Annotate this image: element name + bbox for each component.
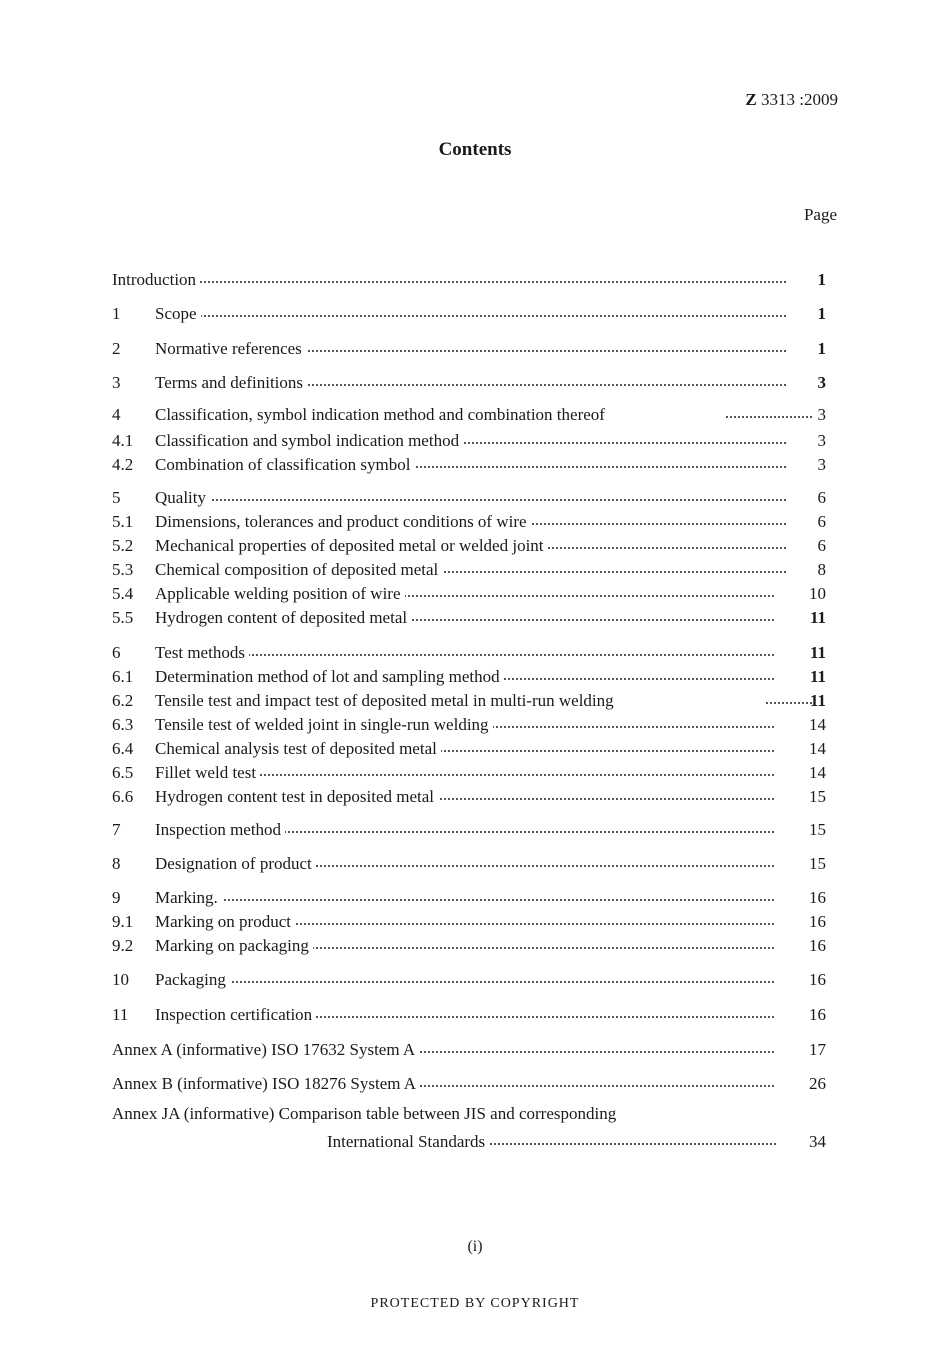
toc-entry[interactable] [112, 642, 826, 664]
toc-section-number: 10 [112, 970, 129, 989]
toc-section-title: Classification, symbol indication method and combination thereof [155, 405, 605, 424]
toc-page-number: 26 [809, 1074, 826, 1093]
toc-section-number: 5.4 [112, 584, 134, 603]
toc-page-number: 15 [809, 787, 826, 806]
toc-page-number: 14 [809, 763, 826, 782]
toc-section-number: 5.3 [112, 560, 134, 579]
toc-entry[interactable] [112, 303, 826, 325]
toc-entry[interactable] [112, 535, 826, 557]
toc-page-number: 34 [809, 1132, 826, 1151]
toc-entry[interactable] [112, 338, 826, 360]
toc-section-title: Fillet weld test [155, 762, 260, 784]
toc-entry[interactable] [112, 269, 826, 291]
toc-section-number: 7 [112, 820, 121, 839]
toc-page-number: 15 [809, 820, 826, 839]
toc-page-number: 10 [809, 584, 826, 603]
toc-section-title: Applicable welding position of wire [155, 583, 405, 605]
toc-entry-annex-ja[interactable] [112, 1131, 826, 1153]
toc-section-number: 5 [112, 488, 121, 507]
toc-entry[interactable] [112, 511, 826, 533]
toc-section-title: Terms and definitions [155, 372, 307, 394]
toc-page-number: 16 [809, 1005, 826, 1024]
dot-leader [155, 981, 774, 983]
toc-entry[interactable] [112, 1073, 826, 1095]
page-number: (i) [467, 1238, 483, 1255]
toc-section-number: 5.1 [112, 512, 134, 531]
toc-section-title: Test methods [155, 642, 249, 664]
toc-section-title: Scope [155, 303, 201, 325]
toc-page-number: 3 [817, 405, 826, 424]
standard-number [745, 90, 838, 110]
toc-page-number: 11 [809, 667, 826, 686]
dot-leader [726, 416, 812, 418]
toc-section-number: 4.1 [112, 431, 134, 450]
toc-entry[interactable] [112, 714, 826, 736]
toc-page-number: 1 [817, 304, 826, 323]
annex-ja-title-line2: International Standards [327, 1131, 489, 1153]
toc-entry[interactable] [112, 487, 826, 509]
toc-page-number: 17 [809, 1040, 826, 1059]
standard-code: 3313 :2009 [761, 90, 838, 109]
toc-section-number: 1 [112, 304, 121, 323]
toc-section-number: 6.1 [112, 667, 134, 686]
toc-page-number: 3 [817, 431, 826, 450]
toc-page-number: 3 [817, 373, 826, 392]
toc-section-title: Inspection method [155, 819, 285, 841]
toc-section-number: 9 [112, 888, 121, 907]
toc-page-number: 8 [817, 560, 826, 579]
toc-page-number: 3 [817, 455, 826, 474]
toc-section-title: Normative references [155, 338, 306, 360]
toc-entry[interactable] [112, 853, 826, 875]
toc-page-number: 14 [809, 739, 826, 758]
standard-prefix: Z [745, 90, 757, 109]
toc-section-title: Marking on packaging [155, 935, 313, 957]
toc-entry[interactable] [112, 1039, 826, 1061]
toc-page-number: 16 [809, 936, 826, 955]
toc-page-number: 14 [809, 715, 826, 734]
dot-leader [155, 315, 786, 317]
toc-entry[interactable] [112, 786, 826, 808]
toc-entry[interactable] [112, 583, 826, 605]
toc-entry[interactable] [112, 969, 826, 991]
toc-page-number: 11 [809, 691, 826, 710]
copyright-notice: PROTECTED BY COPYRIGHT [370, 1296, 580, 1311]
toc-section-title: Hydrogen content of deposited metal [155, 607, 411, 629]
toc-section-title: Inspection certification [155, 1004, 316, 1026]
toc-section-number: 5.5 [112, 608, 134, 627]
toc-entry[interactable] [112, 372, 826, 394]
toc-section-title: Chemical analysis test of deposited metal [155, 738, 441, 760]
toc-section-title: Mechanical properties of deposited metal or welded joint [155, 535, 548, 557]
toc-section-title: Tensile test and impact test of deposited metal in multi-run welding [155, 691, 614, 710]
toc-section-title: Marking on product [155, 911, 295, 933]
toc-entry[interactable] [112, 430, 826, 452]
toc-page-number: 11 [809, 608, 826, 627]
toc-entry[interactable] [112, 911, 826, 933]
dot-leader [766, 702, 812, 704]
toc-section-number: 11 [112, 1005, 129, 1024]
toc-section-number: 3 [112, 373, 121, 392]
toc-entry[interactable] [112, 887, 826, 909]
toc-page-number: 16 [809, 888, 826, 907]
toc-entry[interactable] [112, 935, 826, 957]
toc-section-title: Hydrogen content test in deposited metal [155, 786, 438, 808]
toc-section-number: 4 [112, 405, 121, 424]
toc-section-number: 9.1 [112, 912, 134, 931]
toc-section-title: Combination of classification symbol [155, 454, 414, 476]
toc-section-number: 6.6 [112, 787, 134, 806]
dot-leader [112, 281, 786, 283]
toc-section-number: 4.2 [112, 455, 134, 474]
toc-section-number: 6.2 [112, 691, 134, 710]
dot-leader [155, 499, 786, 501]
toc-entry[interactable] [112, 404, 826, 426]
toc-page-number: 15 [809, 854, 826, 873]
toc-section-number: 6.5 [112, 763, 134, 782]
toc-section-number: 5.2 [112, 536, 134, 555]
page-title: Contents [438, 139, 512, 160]
toc-section-title: Classification and symbol indication method [155, 430, 463, 452]
toc-section-title: Introduction [112, 269, 200, 291]
toc-entry[interactable] [112, 559, 826, 581]
toc-section-title: Determination method of lot and sampling method [155, 666, 504, 688]
toc-page-number: 6 [817, 512, 826, 531]
toc-page-number: 1 [817, 270, 826, 289]
toc-section-title: Annex A (informative) ISO 17632 System A [112, 1039, 419, 1061]
toc-entry[interactable] [112, 819, 826, 841]
toc-section-title: Annex B (informative) ISO 18276 System A [112, 1073, 420, 1095]
toc-page-number: 6 [817, 536, 826, 555]
toc-section-number: 9.2 [112, 936, 134, 955]
toc-section-title: Marking. [155, 887, 222, 909]
toc-entry[interactable] [112, 690, 826, 712]
toc-section-title: Quality [155, 487, 210, 509]
toc-section-number: 6.3 [112, 715, 134, 734]
toc-section-number: 8 [112, 854, 121, 873]
toc-section-title: Tensile test of welded joint in single-run welding [155, 714, 493, 736]
toc-entry[interactable] [112, 762, 826, 784]
toc-page-number: 11 [809, 643, 826, 662]
toc-page-number: 16 [809, 970, 826, 989]
toc-section-number: 2 [112, 339, 121, 358]
toc-entry[interactable] [112, 1004, 826, 1026]
toc-page-number: 16 [809, 912, 826, 931]
toc-entry[interactable] [112, 607, 826, 629]
toc-section-title: Designation of product [155, 853, 316, 875]
toc-page-number: 1 [817, 339, 826, 358]
toc-section-number: 6.4 [112, 739, 134, 758]
toc-section-number: 6 [112, 643, 121, 662]
page-column-label: Page [803, 205, 837, 224]
dot-leader [155, 899, 774, 901]
annex-ja-title-line1: Annex JA (informative) Comparison table between JIS and corresponding [112, 1104, 617, 1123]
toc-entry[interactable] [112, 738, 826, 760]
toc-section-title: Dimensions, tolerances and product conditions of wire [155, 511, 531, 533]
toc-page-number: 6 [817, 488, 826, 507]
toc-section-title: Packaging [155, 969, 230, 991]
toc-entry[interactable] [112, 454, 826, 476]
toc-entry[interactable] [112, 666, 826, 688]
toc-section-title: Chemical composition of deposited metal [155, 559, 442, 581]
